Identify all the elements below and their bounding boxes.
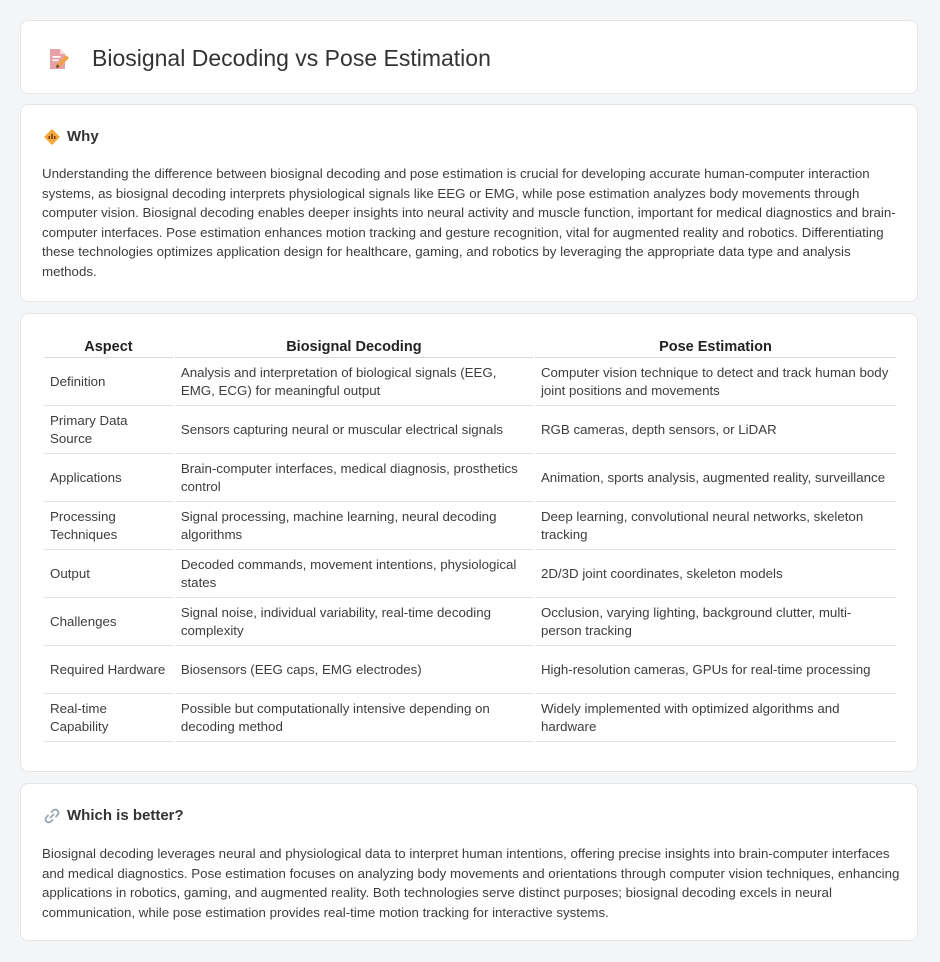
aspect-cell: Output <box>44 550 173 598</box>
biosignal-cell: Brain-computer interfaces, medical diagnosis, prosthetics control <box>175 454 533 502</box>
which-is-better-section <box>20 783 918 941</box>
comparison-table <box>42 336 898 742</box>
pose-cell: Computer vision technique to detect and track human body joint positions and movements <box>535 358 896 406</box>
diamond-signal-icon <box>43 128 61 146</box>
header-card <box>20 20 918 94</box>
better-text: Biosignal decoding leverages neural and physiological data to interpret human intentions, offering precise insights into brain-computer interfaces and medical diagnostics. Pose estimation focuses on analyzing body movements and orientations through computer vision techniques, enhancing applications in robotics, gaming, and augmented reality. Both technologies serve distinct purposes; biosignal decoding excels in neural communication, while pose estimation provides real-time motion tracking for interactive systems. <box>42 846 900 920</box>
aspect-cell: Applications <box>44 454 173 502</box>
header-aspect: Aspect <box>44 336 173 358</box>
table-row <box>44 598 896 646</box>
biosignal-cell: Analysis and interpretation of biological signals (EEG, EMG, ECG) for meaningful output <box>175 358 533 406</box>
header-pose: Pose Estimation <box>535 336 896 358</box>
pose-cell: Occlusion, varying lighting, background clutter, multi-person tracking <box>535 598 896 646</box>
table-row <box>44 694 896 742</box>
document-edit-icon <box>47 47 69 71</box>
better-title: Which is better? <box>67 807 184 824</box>
pose-cell: Animation, sports analysis, augmented reality, surveillance <box>535 454 896 502</box>
aspect-cell: Real-time Capability <box>44 694 173 742</box>
biosignal-cell: Sensors capturing neural or muscular electrical signals <box>175 406 533 454</box>
link-icon <box>43 807 61 825</box>
table-row <box>44 454 896 502</box>
why-text: Understanding the difference between biosignal decoding and pose estimation is crucial for developing accurate human-computer interaction systems, as biosignal decoding interprets physiological signals like EEG or EMG, while pose estimation analyzes body movements through computer vision. Biosignal decoding enables deeper insights into neural activity and muscle function, important for medical diagnostics and brain-computer interfaces. Pose estimation enhances motion tracking and gesture recognition, vital for augmented reality and robotics. Differentiating these technologies optimizes application design for healthcare, gaming, and robotics by leveraging the appropriate data type and analysis methods. <box>42 166 896 279</box>
header-biosignal: Biosignal Decoding <box>175 336 533 358</box>
aspect-cell: Definition <box>44 358 173 406</box>
page-title: Biosignal Decoding vs Pose Estimation <box>92 45 491 71</box>
biosignal-cell: Possible but computationally intensive depending on decoding method <box>175 694 533 742</box>
table-row <box>44 406 896 454</box>
why-title: Why <box>67 128 99 145</box>
aspect-cell: Required Hardware <box>44 646 173 694</box>
pose-cell: Widely implemented with optimized algorithms and hardware <box>535 694 896 742</box>
biosignal-cell: Biosensors (EEG caps, EMG electrodes) <box>175 646 533 694</box>
biosignal-cell: Decoded commands, movement intentions, physiological states <box>175 550 533 598</box>
table-header-row <box>44 336 896 358</box>
pose-cell: Deep learning, convolutional neural networks, skeleton tracking <box>535 502 896 550</box>
biosignal-cell: Signal processing, machine learning, neural decoding algorithms <box>175 502 533 550</box>
table-row <box>44 646 896 694</box>
aspect-cell: Challenges <box>44 598 173 646</box>
pose-cell: High-resolution cameras, GPUs for real-time processing <box>535 646 896 694</box>
comparison-section <box>20 313 918 772</box>
why-section <box>20 104 918 302</box>
table-row <box>44 502 896 550</box>
aspect-cell: Processing Techniques <box>44 502 173 550</box>
table-row <box>44 550 896 598</box>
pose-cell: RGB cameras, depth sensors, or LiDAR <box>535 406 896 454</box>
biosignal-cell: Signal noise, individual variability, real-time decoding complexity <box>175 598 533 646</box>
pose-cell: 2D/3D joint coordinates, skeleton models <box>535 550 896 598</box>
aspect-cell: Primary Data Source <box>44 406 173 454</box>
table-row <box>44 358 896 406</box>
